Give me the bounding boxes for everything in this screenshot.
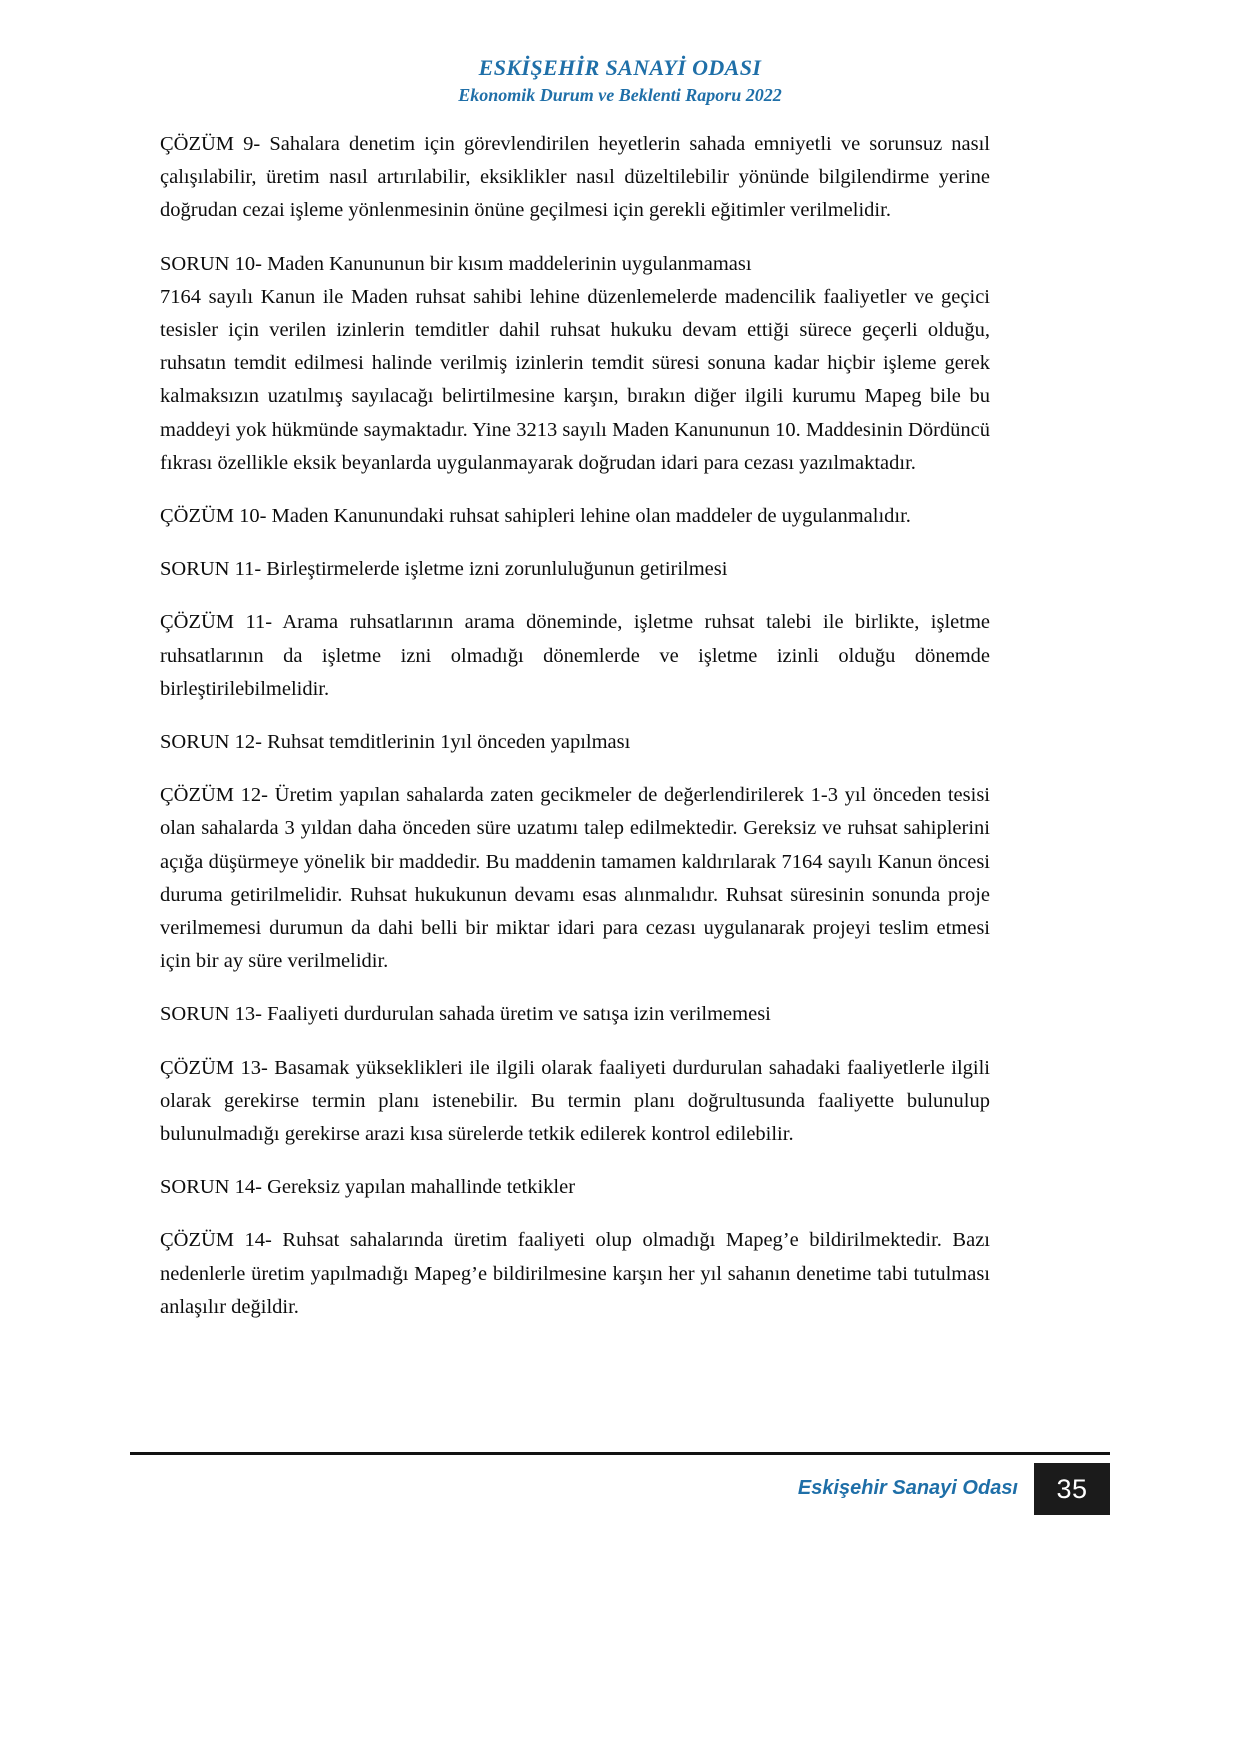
paragraph-cozum-11: ÇÖZÜM 11- Arama ruhsatlarının arama döneminde, işletme ruhsat talebi ile birlikte, işletme ruhsatlarının da işletme izni olmadığı dönemlerde ve işletme izinli olduğu dönemde birleştirilebilmelidir. [160,611,990,700]
heading-sorun-11: SORUN 11- Birleştirmelerde işletme izni zorunluluğunun getirilmesi [160,558,728,581]
paragraph-cozum-13: ÇÖZÜM 13- Basamak yükseklikleri ile ilgili olarak faaliyeti durdurulan sahadaki faaliyetlerle ilgili olarak gerekirse termin planı istenebilir. Bu termin planı doğrultusunda faaliyette bulunulup bulunulmadığı gerekirse arazi kısa sürelerde tetkik edilerek kontrol edilebilir. [160,1056,990,1146]
document-body [160,128,990,1344]
header-report-subtitle: Ekonomik Durum ve Beklenti Raporu 2022 [458,85,782,106]
page-number-badge: 35 [1034,1463,1110,1515]
page-header [0,56,1240,107]
footer-organization-label: Eskişehir Sanayi Odası [797,1477,1018,1499]
heading-sorun-12: SORUN 12- Ruhsat temditlerinin 1yıl önceden yapılması [160,731,631,754]
paragraph-cozum-9: ÇÖZÜM 9- Sahalara denetim için görevlendirilen heyetlerin sahada emniyetli ve sorunsuz nasıl çalışılabilir, üretim nasıl artırılabilir, eksiklikler nasıl düzeltilebilir yönünde bilgilendirme yerine doğrudan cezai işleme yönlenmesinin önüne geçilmesi için gerekli eğitimler verilmelidir. [160,133,990,222]
heading-sorun-10: SORUN 10- Maden Kanununun bir kısım maddelerinin uygulanmaması [160,252,752,275]
page-footer [130,1463,1110,1515]
footer-divider [130,1452,1110,1455]
heading-sorun-13: SORUN 13- Faaliyeti durdurulan sahada üretim ve satışa izin verilmemesi [160,1003,771,1026]
heading-sorun-14: SORUN 14- Gereksiz yapılan mahallinde tetkikler [160,1176,576,1199]
paragraph-cozum-10: ÇÖZÜM 10- Maden Kanunundaki ruhsat sahipleri lehine olan maddeler de uygulanmalıdır. [160,505,911,528]
paragraph-sorun-10-body: 7164 sayılı Kanun ile Maden ruhsat sahibi lehine düzenlemelerde madencilik faaliyetler ve geçici tesisler için verilen izinlerin temditler dahil ruhsat hukuku devam ettiği sürece geçerli olduğu, ruhsatın temdit edilmesi halinde verilmiş izinlerin temdit süresi sonuna kadar hiçbir işleme gerek kalmaksızın uzatılmış sayılacağı belirtilmesine karşın, bırakın diğer ilgili kurumu Mapeg bile bu maddeyi yok hükmünde saymaktadır. Yine 3213 sayılı Maden Kanununun 10. Maddesinin Dördüncü fıkrası özellikle eksik beyanlarda uygulanmayarak doğrudan idari para cezası yazılmaktadır. [160,285,990,474]
paragraph-cozum-14: ÇÖZÜM 14- Ruhsat sahalarında üretim faaliyeti olup olmadığı Mapeg’e bildirilmektedir. Bazı nedenlerle üretim yapılmadığı Mapeg’e bildirilmesine karşın her yıl sahanın denetime tabi tutulması anlaşılır değildir. [160,1229,990,1318]
paragraph-cozum-12: ÇÖZÜM 12- Üretim yapılan sahalarda zaten gecikmeler de değerlendirilerek 1-3 yıl önceden tesisi olan sahalarda 3 yıldan daha önceden süre uzatımı talep edilmektedir. Gereksiz ve ruhsat sahiplerini açığa düşürmeye yönelik bir maddedir. Bu maddenin tamamen kaldırılarak 7164 sayılı Kanun öncesi duruma getirilmelidir. Ruhsat hukukunun devamı esas alınmalıdır. Ruhsat süresinin sonunda proje verilmemesi durumun da dahi belli bir miktar idari para cezası uygulanarak projeyi teslim etmesi için bir ay süre verilmelidir. [160,784,990,973]
header-organization-title: ESKİŞEHİR SANAYİ ODASI [478,55,762,80]
